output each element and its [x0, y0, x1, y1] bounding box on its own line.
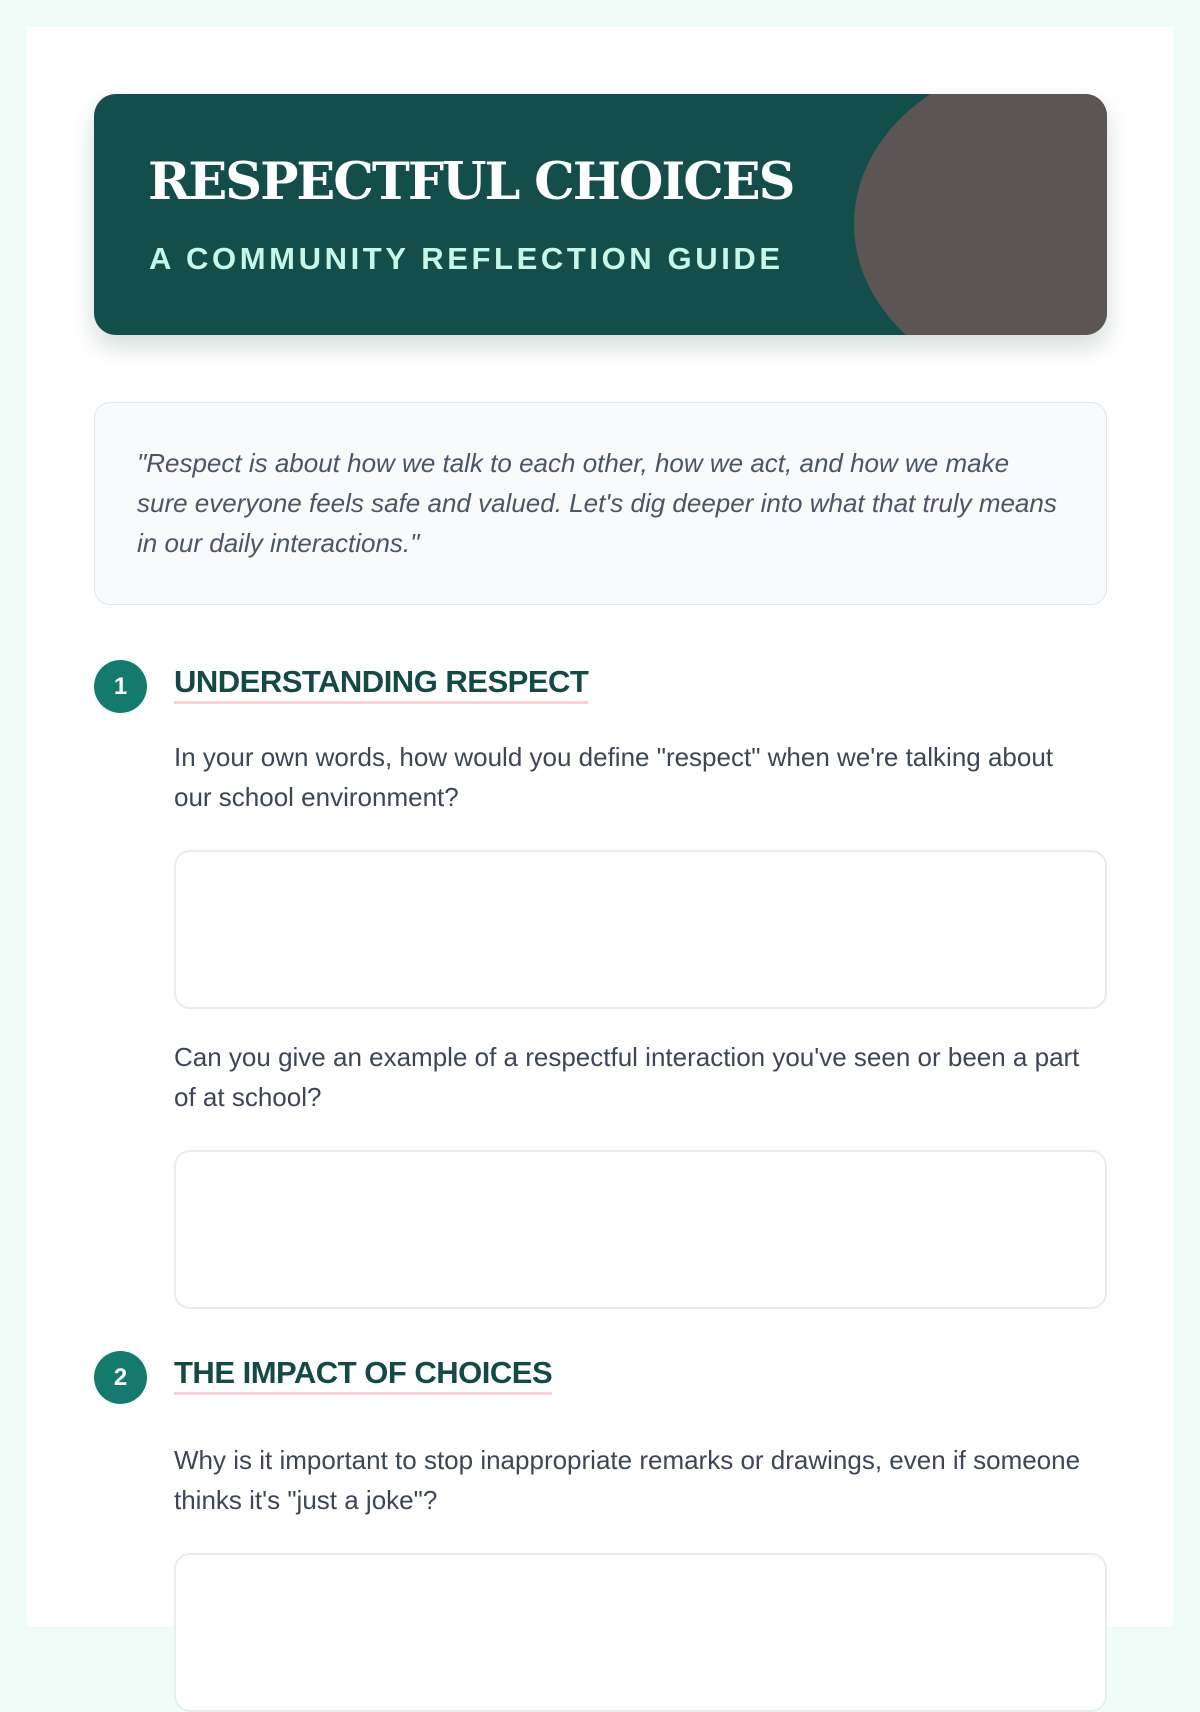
header-banner [94, 94, 1107, 335]
section-title: THE IMPACT OF CHOICES [174, 1355, 552, 1395]
intro-quote: "Respect is about how we talk to each other, how we act, and how we make sure everyone feels safe and valued. Let's dig deeper into what that truly means in our daily interactions." [137, 448, 1057, 558]
section-number-badge: 1 [94, 660, 147, 713]
worksheet-page [27, 27, 1173, 1627]
question-text: In your own words, how would you define "respect" when we're talking about our school environment? [174, 742, 1054, 812]
section-number-badge: 2 [94, 1351, 147, 1404]
section-title: UNDERSTANDING RESPECT [174, 664, 588, 704]
worksheet-subtitle: A COMMUNITY REFLECTION GUIDE [149, 241, 784, 276]
question-text: Why is it important to stop inappropriate remarks or drawings, even if someone thinks it's "just a joke"? [174, 1445, 1081, 1515]
question-text: Can you give an example of a respectful interaction you've seen or been a part of at school? [174, 1042, 1080, 1112]
answer-box[interactable] [174, 850, 1107, 1009]
banner-decorative-shape [854, 94, 1107, 335]
answer-box[interactable] [174, 1553, 1107, 1712]
answer-box[interactable] [174, 1150, 1107, 1309]
intro-quote-box [94, 402, 1107, 605]
worksheet-title: RESPECTFUL CHOICES [148, 152, 794, 212]
